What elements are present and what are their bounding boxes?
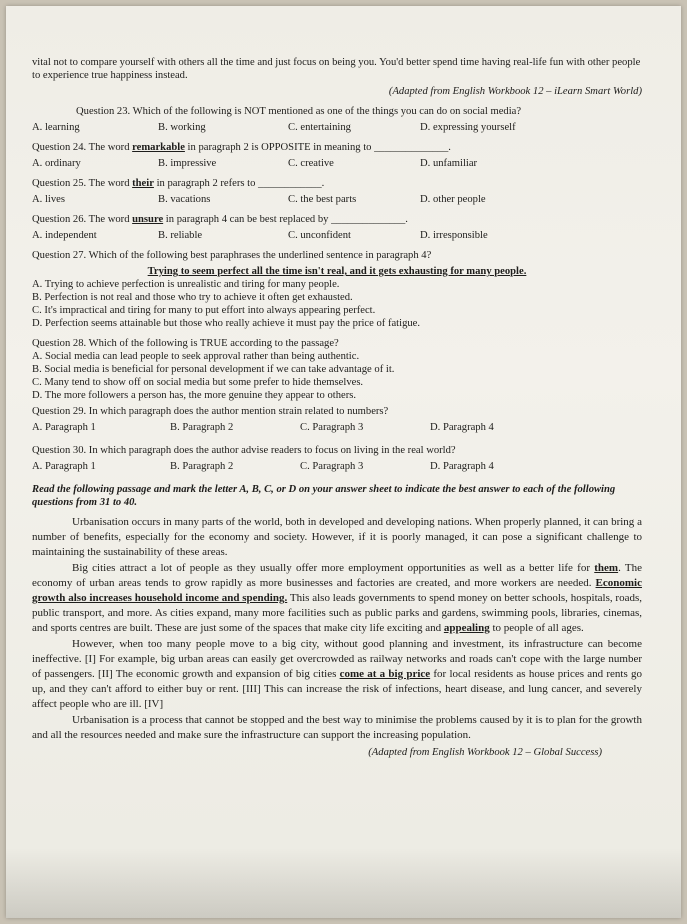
option-b[interactable]: B. Perfection is not real and those who try to achieve it often get exhausted. xyxy=(32,292,353,303)
question-25 xyxy=(32,177,642,206)
underlined-sentence: Trying to seem perfect all the time isn't real, and it gets exhausting for many people. xyxy=(147,266,527,277)
question-26 xyxy=(32,213,642,242)
source-credit-2: (Adapted from English Workbook 12 – Global Success) xyxy=(368,747,602,759)
option-a[interactable]: A. lives xyxy=(32,194,65,205)
option-d[interactable]: D. Paragraph 4 xyxy=(430,461,494,472)
question-stem: Question 24. The word remarkable in paragraph 2 is OPPOSITE in meaning to ______________. xyxy=(32,142,451,153)
question-stem: Question 26. The word unsure in paragraph 4 can be best replaced by ______________. xyxy=(32,214,408,225)
passage-paragraph-3: However, when too many people move to a big city, without good planning and investment, its infrastructure can become ineffective. [I] For example, big urban areas can easily get overcrowded as railway networks and roads can't cope with the large number of passengers. [II] The economic growth and expansion of big cities come at a big price for local residents as house prices and rents go up, and they can't afford to either buy or rent. [III] This can increase the risk of infections, heart disease, and lung cancer, and severely affect people who are ill. [IV] xyxy=(32,637,642,711)
page-shadow xyxy=(6,848,681,918)
passage-paragraph-2: Big cities attract a lot of people as they usually offer more employment opportunities as well as a better life for them. The economy of urban areas tends to grow rapidly as more businesses and factories are created, and more workers are needed. Economic growth also increases household income and spending. This also leads governments to spend money on better schools, hospitals, roads, public transport, and more. As cities expand, many more facilities such as public parks and gardens, swimming pools, libraries, cinemas, and sports centres are built. These are just some of the spaces that make city life exciting and appealing to people of all ages. xyxy=(32,561,643,635)
answer-options xyxy=(32,157,642,170)
option-a[interactable]: A. Social media can lead people to seek approval rather than being authentic. xyxy=(32,351,360,362)
answer-options xyxy=(32,350,642,402)
intro-text: vital not to compare yourself with others all the time and just focus on being you. You'd better spend time having real-life fun with other people to experience true happiness instead. xyxy=(32,57,641,81)
worksheet-content xyxy=(32,56,642,759)
option-c[interactable]: C. entertaining xyxy=(288,122,351,133)
option-d[interactable]: D. Paragraph 4 xyxy=(430,422,494,433)
question-stem: Question 23. Which of the following is NOT mentioned as one of the things you can do on social media? xyxy=(76,106,522,117)
underlined-sentence: Economic growth also increases household income and spending. xyxy=(32,576,642,605)
option-a[interactable]: A. Trying to achieve perfection is unrealistic and tiring for many people. xyxy=(32,279,340,290)
reading-passage xyxy=(32,515,642,743)
answer-options xyxy=(32,421,642,434)
option-c[interactable]: C. unconfident xyxy=(288,230,351,241)
option-b[interactable]: B. impressive xyxy=(158,158,217,169)
answer-options xyxy=(32,460,642,473)
option-d[interactable]: D. irresponsible xyxy=(420,230,488,241)
question-23 xyxy=(32,105,642,134)
option-c[interactable]: C. It's impractical and tiring for many to put effort into always appearing perfect. xyxy=(32,305,376,316)
option-a[interactable]: A. Paragraph 1 xyxy=(32,422,96,433)
worksheet-page xyxy=(6,6,681,918)
option-d[interactable]: D. expressing yourself xyxy=(420,122,516,133)
option-a[interactable]: A. independent xyxy=(32,230,97,241)
source-credit-1: (Adapted from English Workbook 12 – iLearn Smart World) xyxy=(388,86,642,97)
option-b[interactable]: B. Paragraph 2 xyxy=(170,461,234,472)
question-29 xyxy=(32,405,642,434)
option-d[interactable]: D. unfamiliar xyxy=(420,158,478,169)
answer-options xyxy=(32,278,642,330)
underlined-word: their xyxy=(132,178,154,189)
passage-paragraph-1: Urbanisation occurs in many parts of the world, both in developed and developing nations. When properly planned, it can bring a number of benefits, especially for the economy and society. However, if it is poorly managed, it can pose a significant challenge to maintaining the sustainability of these areas. xyxy=(32,516,642,559)
option-c[interactable]: C. Many tend to show off on social media but some prefer to hide themselves. xyxy=(32,377,364,388)
question-24 xyxy=(32,141,642,170)
question-28 xyxy=(32,337,642,402)
underlined-word: them xyxy=(594,561,619,574)
option-c[interactable]: C. Paragraph 3 xyxy=(300,422,364,433)
option-b[interactable]: B. Paragraph 2 xyxy=(170,422,234,433)
option-d[interactable]: D. Perfection seems attainable but those who really achieve it must pay the price of fatigue. xyxy=(32,318,421,329)
option-b[interactable]: B. Social media is beneficial for personal development if we can take advantage of it. xyxy=(32,364,395,375)
answer-options xyxy=(32,229,642,242)
option-d[interactable]: D. The more followers a person has, the more genuine they appear to others. xyxy=(32,390,356,401)
option-b[interactable]: B. working xyxy=(158,122,206,133)
option-c[interactable]: C. Paragraph 3 xyxy=(300,461,364,472)
option-a[interactable]: A. ordinary xyxy=(32,158,81,169)
answer-options xyxy=(32,193,642,206)
question-stem: Question 27. Which of the following best paraphrases the underlined sentence in paragraph 4? xyxy=(32,250,432,261)
question-27 xyxy=(32,249,642,330)
option-a[interactable]: A. learning xyxy=(32,122,80,133)
answer-options xyxy=(32,121,642,134)
underlined-word: unsure xyxy=(132,214,164,225)
option-c[interactable]: C. creative xyxy=(288,158,334,169)
question-30 xyxy=(32,444,642,473)
option-d[interactable]: D. other people xyxy=(420,194,486,205)
underlined-word: remarkable xyxy=(132,142,185,153)
underlined-word: appealing xyxy=(443,622,490,635)
question-stem: Question 30. In which paragraph does the author advise readers to focus on living in the real world? xyxy=(32,445,456,456)
option-c[interactable]: C. the best parts xyxy=(288,194,357,205)
question-stem: Question 25. The word their in paragraph 2 refers to ____________. xyxy=(32,178,325,189)
question-stem: Question 29. In which paragraph does the author mention strain related to numbers? xyxy=(32,406,389,417)
option-b[interactable]: B. vacations xyxy=(158,194,211,205)
passage-paragraph-4: Urbanisation is a process that cannot be stopped and the best way to minimise the problems caused by it is to plan for the growth and all the resources needed and make sure the infrastructure can support the increasing population. xyxy=(32,713,642,741)
option-a[interactable]: A. Paragraph 1 xyxy=(32,461,96,472)
underlined-phrase: come at a big price xyxy=(339,668,431,681)
option-b[interactable]: B. reliable xyxy=(158,230,203,241)
question-stem: Question 28. Which of the following is TRUE according to the passage? xyxy=(32,338,339,349)
section-instruction: Read the following passage and mark the letter A, B, C, or D on your answer sheet to indicate the best answer to each of the following questions from 31 to 40. xyxy=(32,484,616,508)
